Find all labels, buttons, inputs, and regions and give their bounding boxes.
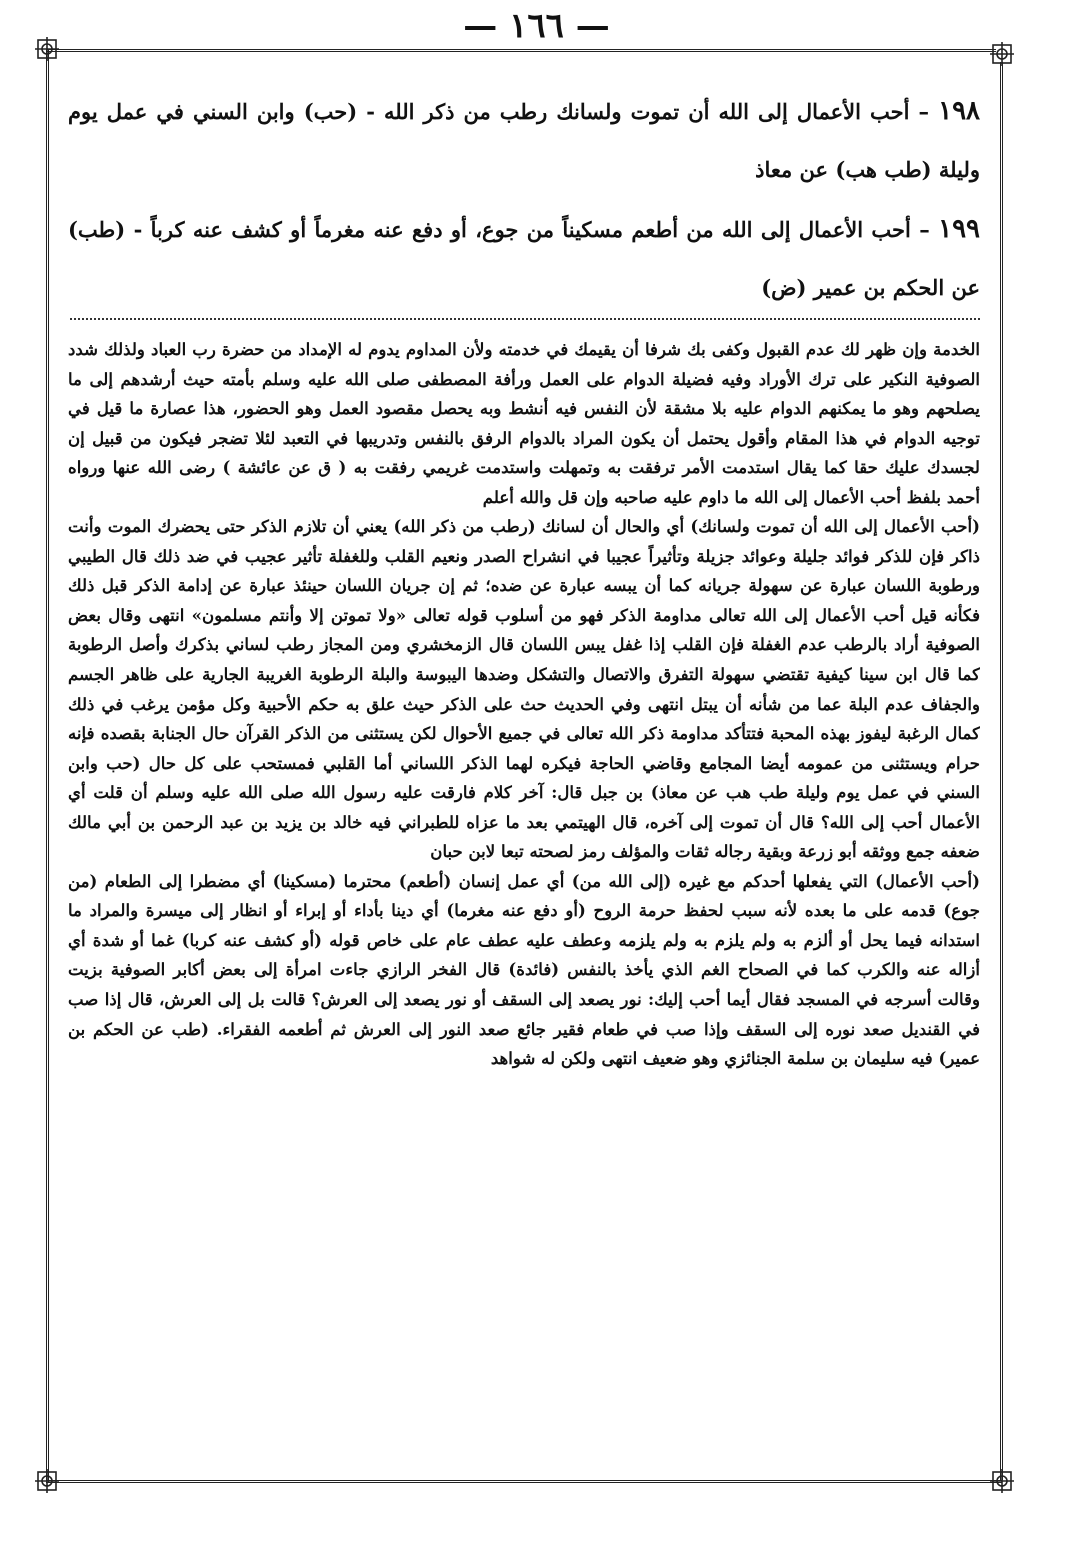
ornament-corner-icon (34, 1468, 60, 1494)
hadith-number: ١٩٩ (938, 214, 981, 244)
commentary-paragraph: (أحب الأعمال إلى الله أن تموت ولسانك) أي والحال أن لسانك (رطب من ذكر الله) يعني أن تلازم الذكر حتى يحضرك الموت وأنت ذاكر فإن للذكر فوائد جليلة وعوائد جزيلة وتأثيراً عجيبا في انشراح الصدر ونعيم القلب وللغفلة تأثير عجيب في ضد ذلك قال الطيبي ورطوبة اللسان عبارة عن سهولة جريانه كما أن يبسه عبارة عن ضده؛ ثم إن جريان اللسان حينئذ عبارة عن إدامة الذكر قبل ذلك فكأنه قيل أحب الأعمال إلى الله تعالى مداومة الذكر فهو من أسلوب قوله تعالى «ولا تموتن إلا وأنتم مسلمون» انتهى وقال بعض الصوفية أراد بالرطب عدم الغفلة فإن القلب إذا غفل يبس اللسان قال الزمخشري ومن المجاز رطب لساني بذكرك وأصل الرطوبة كما قال ابن سينا كيفية تقتضي سهولة التفرق والاتصال والتشكل وضدها اليبوسة والبلة الرطوبة الغريبة الجارية على ظاهر الجسم والجفاف عدم البلة عما من شأنه أن يبتل انتهى وفي الحديث حث على الذكر حيث علق به حكم الأحبية وكل مؤمن يرغب في ذلك كمال الرغبة ليفوز بهذه المحبة فتتأكد مداومة ذكر الله تعالى في جميع الأحوال لكن يستثنى من الذكر القرآن حال الجنابة بقصده فإنه حرام ويستثنى من عمومه أيضا المجامع وقاضي الحاجة فيكره لهما الذكر اللساني أما القلبي فمستحب على كل حال (حب وابن السني في عمل يوم وليلة طب هب عن معاذ) بن جبل قال: آخر كلام فارقت عليه رسول الله صلى الله عليه وسلم أن قلت أي الأعمال أحب إلى الله؟ قال أن تموت إلى آخره، قال الهيتمي بعد ما عزاه للطبراني فيه خالد بن يزيد بن عبد الرحمن بن أبي مالك ضعفه جمع ووثقه أبو زرعة وبقية رجاله ثقات والمؤلف رمز لصحته تبعا لابن حبان (68, 516, 980, 862)
dotted-divider (70, 318, 980, 320)
commentary-block (68, 335, 980, 1463)
frame-border-right (1000, 62, 1003, 1480)
hadith-text: أحب الأعمال إلى الله أن تموت ولسانك رطب من ذكر الله - (حب) وابن السني في عمل يوم وليلة (طب هب) عن معاذ (68, 99, 980, 182)
hadith-text: أحب الأعمال إلى الله من أطعم مسكيناً من جوع، أو دفع عنه مغرماً أو كشف عنه كرباً - (طب) عن الحكم بن عمير (ض) (68, 217, 980, 300)
commentary-paragraph: (أحب الأعمال) التي يفعلها أحدكم مع غيره (إلى الله من) أي عمل إنسان (أطعم) محترما (مسكينا) أي مضطرا إلى الطعام (من جوع) قدمه على ما بعده لأنه سبب لحفظ حرمة الروح (أو دفع عنه مغرما) أي دينا بأداء أو إبراء أو انظار إلى ميسرة والمراد ما استدانه فيما يحل أو ألزم به ولم يلزم به ولم يلزمه وعطف عليه عطف عام على خاص قوله (أو كشف عنه كربا) غما أو شدة أي أزاله عنه والكرب كما في الصحاح الغم الذي يأخذ بالنفس (فائدة) قال الفخر الرازي جاءت امرأة إلى بعض أكابر الصوفية بزيت وقالت أسرجه في المسجد فقال أيما أحب إليك: نور يصعد إلى السقف أو نور يصعد إلى العرش؟ قالت بل إلى العرش، قال إذا صب في القنديل صعد نوره إلى السقف وإذا صب في طعام فقير جائع صعد النور إلى العرش ثم أطعمه الفقراء. (طب عن الحكم بن عمير) فيه سليمان بن سلمة الجنائزي وهو ضعيف انتهى ولكن له شواهد (68, 870, 980, 1069)
hadith-198: ١٩٨ – أحب الأعمال إلى الله أن تموت ولسانك رطب من ذكر الله - (حب) وابن السني في عمل يوم وليلة (طب هب) عن معاذ (68, 96, 981, 182)
ornament-corner-icon (34, 36, 60, 62)
page-number: — ١٦٦ — (463, 6, 610, 46)
frame-border-bottom (46, 1480, 1002, 1483)
ornament-corner-icon (989, 41, 1015, 67)
hadith-number: ١٩٨ (938, 96, 981, 126)
commentary-paragraph: الخدمة وإن ظهر لك عدم القبول وكفى بك شرفا أن يقيمك في خدمته ولأن المداوم يدوم له الإمداد من حضرة رب العباد ولذلك شدد الصوفية النكير على ترك الأوراد وفيه فضيلة الدوام على العمل ورأفة المصطفى صلى الله عليه وسلم بأمته حيث أرشدهم إلى ما يصلحهم وهو ما يمكنهم الدوام عليه بلا مشقة لأن النفس فيه أنشط وبه يحصل مقصود العمل وهو الحضور، هذا عصارة ما قيل في توجيه الدوام في هذا المقام وأقول يحتمل أن يكون المراد بالدوام الرفق بالنفس وتدريبها في التعبد لئلا تضجر فيكون من قبيل إن لجسدك عليك حقا كما يقال استدمت الأمر ترفقت به وتمهلت واستدمت غريمي رفقت به ( ق عن عائشة ) رضى الله عنها ورواه أحمد بلفظ أحب الأعمال إلى الله ما داوم عليه صاحبه وإن قل والله أعلم (68, 339, 980, 507)
hadith-199: ١٩٩ – أحب الأعمال إلى الله من أطعم مسكيناً من جوع، أو دفع عنه مغرماً أو كشف عنه كرباً - (طب) عن الحكم بن عمير (ض) (68, 214, 981, 300)
frame-border-left (46, 49, 49, 1482)
frame-border-top (46, 49, 996, 52)
ornament-corner-icon (989, 1468, 1015, 1494)
